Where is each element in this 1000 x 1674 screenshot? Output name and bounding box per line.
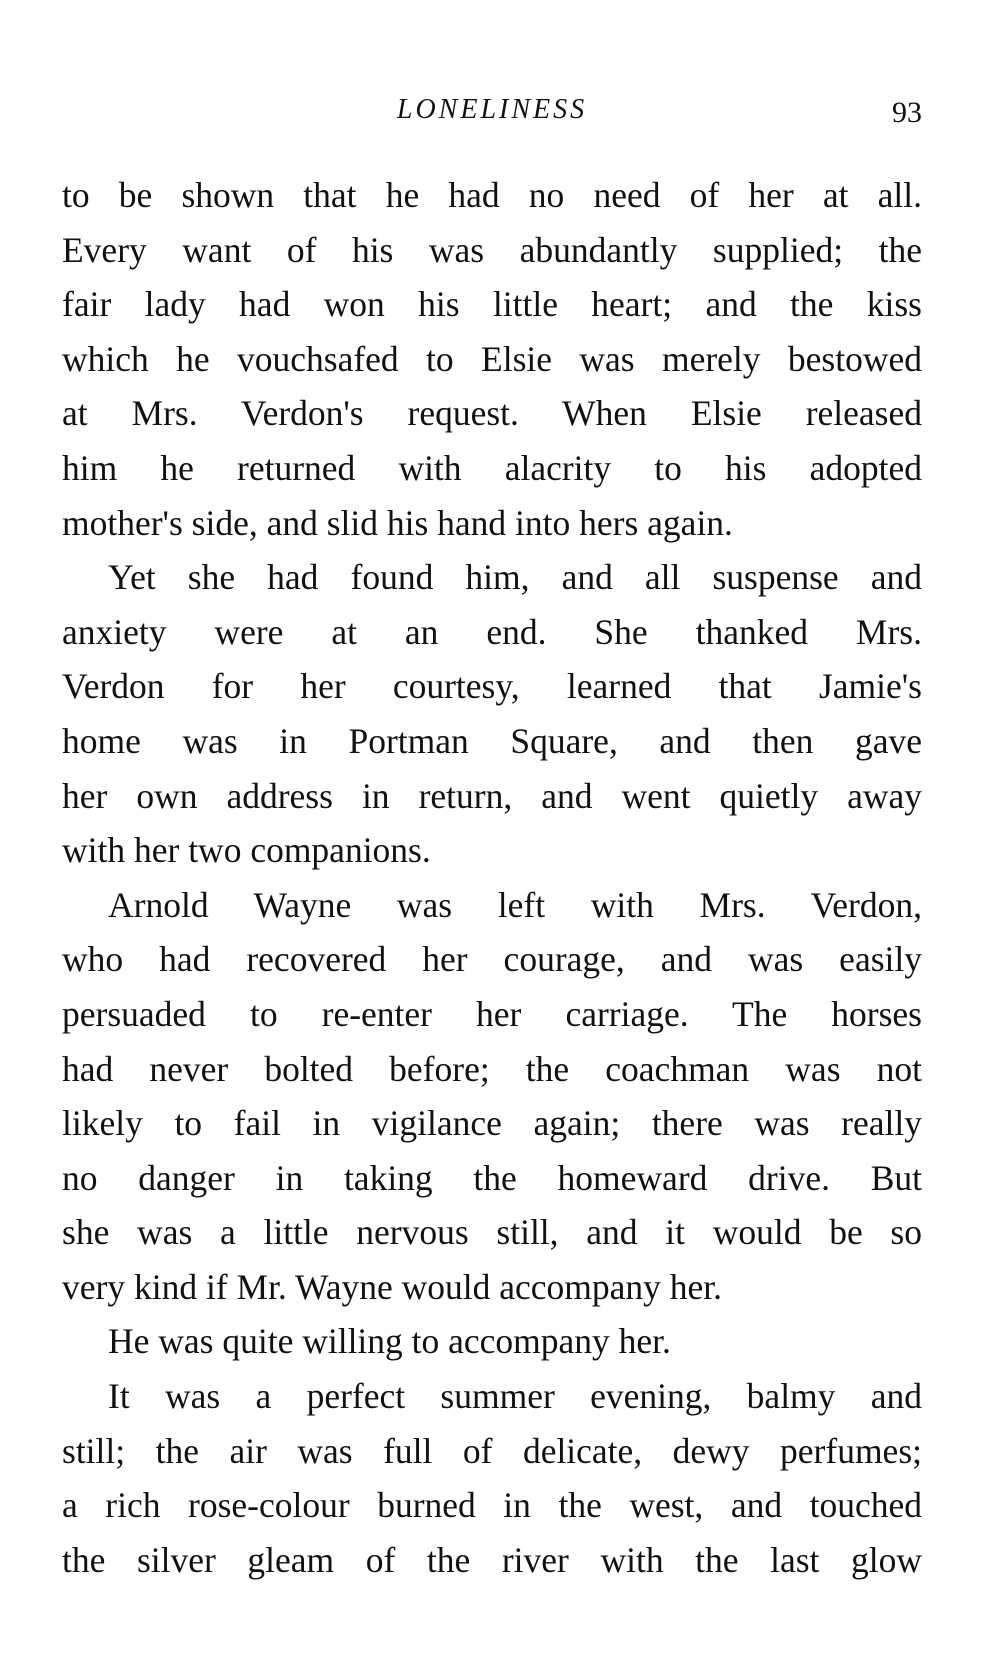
text-line: fair lady had won his little heart; and the kiss <box>62 284 922 325</box>
text-line: had never bolted before; the coachman was not <box>62 1048 922 1089</box>
running-title: LONELINESS <box>396 94 588 125</box>
text-line: the silver gleam of the river with the last glow <box>62 1539 922 1580</box>
text-line: her own address in return, and went quietly away <box>62 775 922 816</box>
text-line: with her two companions. <box>62 830 431 871</box>
text-line: him he returned with alacrity to his adopted <box>62 447 922 488</box>
text-line: persuaded to re-enter her carriage. The horses <box>62 993 922 1034</box>
paragraph-first-line: He was quite willing to accompany her. <box>108 1321 671 1362</box>
text-line: likely to fail in vigilance again; there was really <box>62 1103 922 1144</box>
text-line: to be shown that he had no need of her at all. <box>62 175 922 215</box>
text-line: a rich rose-colour burned in the west, and touched <box>62 1485 922 1526</box>
text-line: Verdon for her courtesy, learned that Jamie's <box>62 666 922 707</box>
body-text <box>62 168 922 1587</box>
text-line: home was in Portman Square, and then gave <box>62 720 922 761</box>
text-line: which he vouchsafed to Elsie was merely bestowed <box>62 338 922 379</box>
text-line: anxiety were at an end. She thanked Mrs. <box>62 611 922 652</box>
paragraph-first-line: It was a perfect summer evening, balmy and <box>108 1376 922 1417</box>
text-line: no danger in taking the homeward drive. But <box>62 1157 922 1198</box>
paragraph-first-line: Arnold Wayne was left with Mrs. Verdon, <box>108 884 922 925</box>
text-line: still; the air was full of delicate, dewy perfumes; <box>62 1430 922 1471</box>
text-line: mother's side, and slid his hand into hers again. <box>62 502 733 543</box>
text-line: she was a little nervous still, and it would be so <box>62 1212 922 1253</box>
text-line: who had recovered her courage, and was easily <box>62 939 922 980</box>
text-line: Every want of his was abundantly supplied; the <box>62 229 922 270</box>
paragraph-first-line: Yet she had found him, and all suspense and <box>108 557 922 598</box>
text-line: very kind if Mr. Wayne would accompany her. <box>62 1266 722 1307</box>
text-line: at Mrs. Verdon's request. When Elsie released <box>62 393 922 434</box>
page-number: 93 <box>892 96 922 129</box>
running-head <box>62 86 922 136</box>
